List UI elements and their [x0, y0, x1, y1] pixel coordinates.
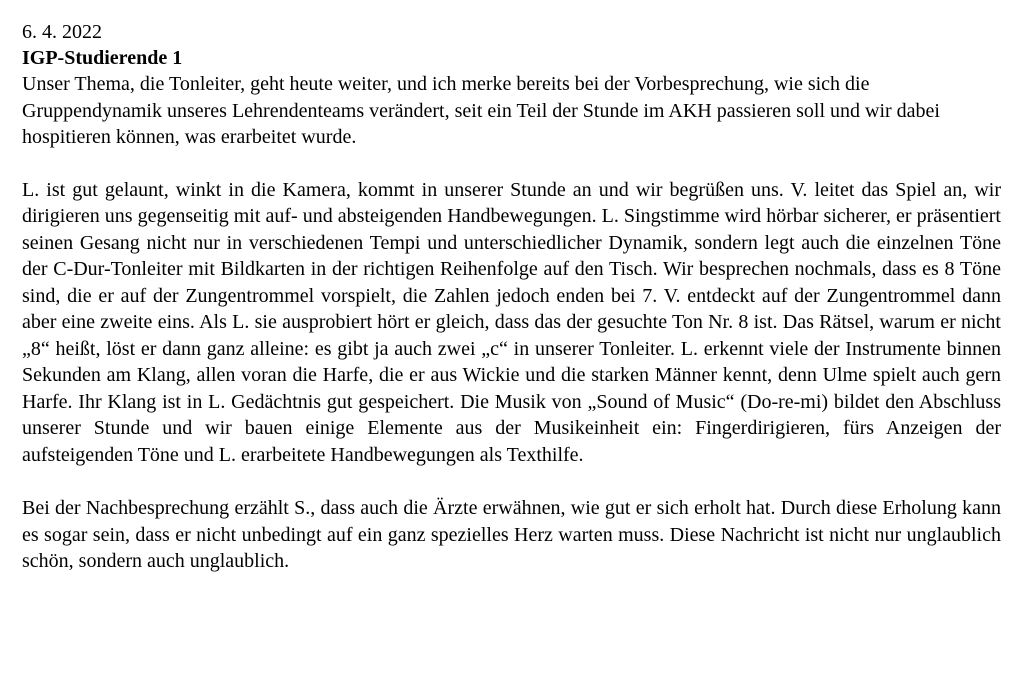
- paragraph-spacer: [22, 468, 1001, 494]
- paragraph-intro: Unser Thema, die Tonleiter, geht heute weiter, und ich merke bereits bei der Vorbesprechung, wie sich die Gruppendynamik unseres Lehrendenteams verändert, seit ein Teil der Stunde im AKH passieren soll und wir dabei hospitieren können, was erarbeitet wurde.: [22, 73, 940, 148]
- paragraph-spacer: [22, 151, 1001, 177]
- paragraph-lesson: L. ist gut gelaunt, winkt in die Kamera, kommt in unserer Stunde an und wir begrüßen uns. V. leitet das Spiel an, wir dirigieren uns gegenseitig mit auf- und absteigenden Handbewegungen. L. Singstimme wird hörbar sicherer, er präsentiert seinen Gesang nicht nur in verschiedenen Tempi und unterschiedlicher Dynamik, sondern legt auch die einzelnen Töne der C-Dur-Tonleiter mit Bildkarten in der richtigen Reihenfolge auf den Tisch. Wir besprechen nochmals, dass es 8 Töne sind, die er auf der Zungentrommel vorspielt, die Zahlen jedoch enden bei 7. V. entdeckt auf der Zungentrommel dann aber eine zweite eins. Als L. sie ausprobiert hört er gleich, dass das der gesuchte Ton Nr. 8 ist. Das Rätsel, warum er nicht „8“ heißt, löst er dann ganz alleine: es gibt ja auch zwei „c“ in unserer Tonleiter. L. erkennt viele der Instrumente binnen Sekunden am Klang, allen voran die Harfe, die er aus Wickie und die starken Männer kennt, denn Ulme spielt auch gern Harfe. Ihr Klang ist in L. Gedächtnis gut gespeichert. Die Musik von „Sound of Music“ (Do-re-mi) bildet den Abschluss unserer Stunde und wir bauen einige Elemente aus der Musikeinheit ein: Fingerdirigieren, fürs Anzeigen der aufsteigenden Töne und L. erarbeitete Handbewegungen als Texthilfe.: [22, 178, 1001, 466]
- document-title: IGP-Studierende 1: [22, 47, 183, 69]
- document-date: 6. 4. 2022: [22, 21, 102, 43]
- paragraph-debrief: Bei der Nachbesprechung erzählt S., dass auch die Ärzte erwähnen, wie gut er sich erholt hat. Durch diese Erholung kann es sogar sein, dass er nicht unbedingt auf ein ganz spezielles Herz warten muss. Diese Nachricht ist nicht nur unglaublich schön, sondern auch unglaublich.: [22, 497, 1001, 572]
